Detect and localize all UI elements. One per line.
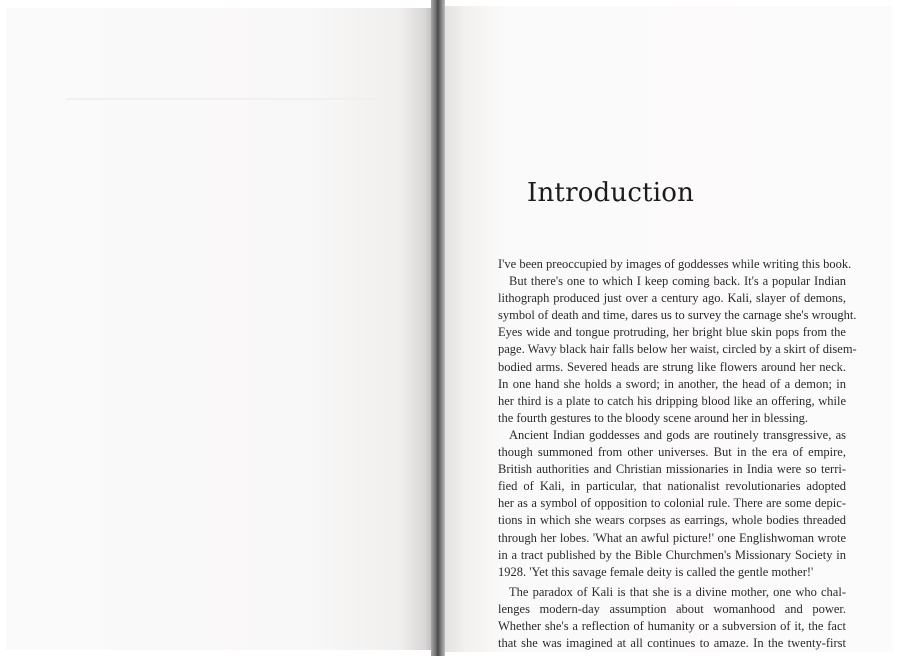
show-through-mark [66,98,396,100]
paragraph [498,273,857,427]
text-line: In one hand she holds a sword; in another, the head of a demon; in [498,376,846,391]
paragraph [498,584,846,652]
text-line: The paradox of Kali is that she is a divine mother, one who chal- [509,584,846,599]
text-line: symbol of death and time, dares us to survey the carnage she's wrought. [498,308,857,323]
text-line: her as a symbol of opposition to colonial rule. There are some depic- [498,496,846,511]
text-line: through her lobes. 'What an awful picture!' one Englishwoman wrote [498,530,846,545]
text-line: lithograph produced just over a century ago. Kali, slayer of demons, [498,291,846,306]
text-line: her third is a plate to catch his dripping blood like an offering, while [498,393,846,408]
text-line: Whether she's a reflection of humanity or a subversion of it, the fact [498,618,846,633]
text-line: tions in which she wears corpses as earrings, whole bodies threaded [498,513,846,528]
text-line: fied of Kali, in particular, that nationalist revolutionaries adopted [498,479,846,494]
text-line: the fourth gestures to the bloody scene around her in blessing. [498,410,808,425]
text-line: lenges modern-day assumption about womanhood and power. [498,601,846,616]
text-line: though summoned from other universes. But in the era of empire, [498,445,846,460]
text-line: bodied arms. Severed heads are strung like flowers around her neck. [498,359,846,374]
text-line: Eyes wide and tongue protruding, her bright blue skin pops from the [498,325,846,340]
text-line: I've been preoccupied by images of goddesses while writing this book. [498,257,852,271]
text-line: in a tract published by the Bible Churchmen's Missionary Society in [498,547,846,562]
body-text [498,256,857,652]
chapter-title: Introduction [527,178,695,208]
text-line: 1928. 'Yet this savage female deity is called the gentle mother!' [498,564,814,579]
book-gutter [431,0,445,656]
paragraph [498,427,846,581]
text-line: page. Wavy black hair falls below her waist, circled by a skirt of disem- [498,342,857,357]
text-line: British authorities and Christian missionaries in India were so terri- [498,462,846,477]
text-line: that she was imagined at all continues to amaze. In the twenty-first [498,636,846,651]
text-line: But there's one to which I keep coming back. It's a popular Indian [509,274,846,289]
paragraph [498,256,852,273]
text-line: Ancient Indian goddesses and gods are routinely transgressive, as [509,427,846,442]
left-page [6,8,434,650]
